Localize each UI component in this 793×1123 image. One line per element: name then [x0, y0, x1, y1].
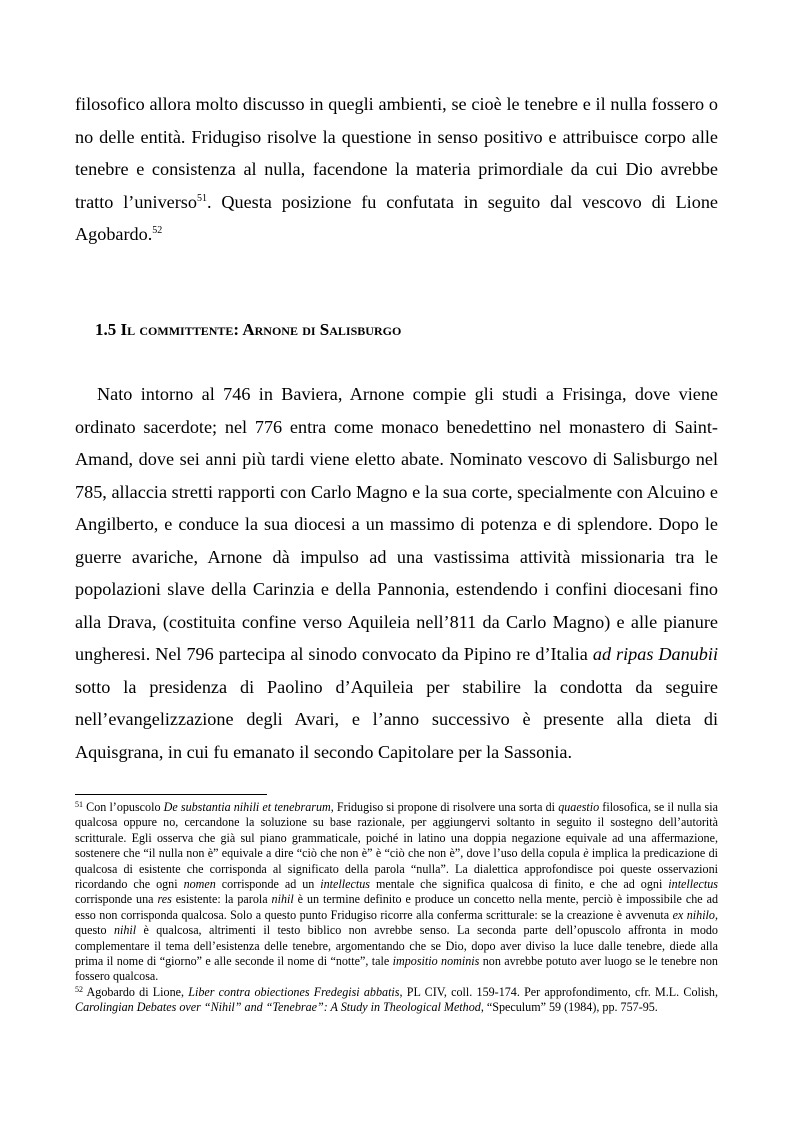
footnote-ref-51[interactable]: 51: [196, 192, 207, 204]
italic-latin-phrase: ad ripas Danubii: [592, 644, 718, 664]
footnote-italic: nihil: [271, 892, 294, 907]
intro-text: filosofico allora molto discusso in quegli ambienti, se cioè le tenebre e il nulla fossero o no delle entità. Fridugiso risolve la questione in senso positivo e attribuisce corpo alle tenebre e consistenza al nulla, facendone la materia primordiale da cui Dio avrebbe tratto l’universo: [75, 94, 718, 212]
footnote-italic: intellectus: [320, 877, 370, 892]
footnote-number: 51: [75, 800, 83, 809]
footnote-text: corrisponde una: [75, 892, 158, 907]
footnote-text: , questo: [75, 907, 718, 938]
footnote-italic: intellectus: [668, 877, 718, 892]
footnote-text: Agobardo di Lione,: [83, 984, 189, 999]
footnote-italic: ex nihilo: [672, 907, 715, 922]
footnote-italic: Liber contra obiectiones Fredegisi abbatis: [188, 984, 400, 999]
footnote-italic: nomen: [183, 877, 216, 892]
intro-text-continued: . Questa posizione fu confutata in seguito dal vescovo di Lione Agobardo.: [75, 191, 718, 244]
footnote-italic: res: [157, 892, 172, 907]
footnote-text: filosofica, se il nulla sia qualcosa oppure no, cercandone la soluzione su base razionale, per aggiungervi soltanto in seguito il sostegno dell’autorità scritturale. Egli osserva che già sul piano grammaticale, poiché in latino una doppia negazione equivale ad una affermazione, sostenere che “il nulla non è” equivale a dire “ciò che non è” è “ciò che non è”, dove l’uso della copula: [75, 800, 718, 861]
footnote-51: [75, 800, 718, 985]
paragraph-text-continued: sotto la presidenza di Paolino d’Aquileia per stabilire la condotta da seguire nell’evangelizzazione degli Avari, e l’anno successivo è presente alla dieta di Aquisgrana, in cui fu emanato il secondo Capitolare per la Sassonia.: [75, 676, 718, 762]
section-title-part1: Il committente:: [120, 320, 243, 339]
footnote-italic: impositio nominis: [392, 954, 480, 969]
footnote-text: , Fridugiso si propone di risolvere una sorta di: [330, 800, 559, 814]
footnote-text: è qualcosa, altrimenti il testo biblico non avrebbe senso. La seconda parte dell’opuscolo affronta in modo complementare il tema dell’esistenza delle tenebre, argomentando che se Dio, dopo aver diviso la luce dalle tenebre, diede alla prima il nome di “giorno” e alle seconde il nome di “notte”, tale: [75, 923, 718, 969]
footnote-italic: Carolingian Debates over “Nihil” and “Tenebrae”: A Study in Theological Method: [75, 1000, 481, 1015]
footnote-text: Con l’opuscolo: [83, 800, 164, 814]
footnote-text: esistente: la parola: [171, 892, 272, 907]
footnote-italic: nihil: [113, 923, 137, 938]
footnote-text: implica la predicazione di qualcosa di esistente che corrisponda al significato della parola “nulla”. La dialettica approfondisce poi queste osservazioni ricordando che ogni: [75, 846, 718, 892]
footnote-text: mentale che significa qualcosa di finito, e che ad ogni: [369, 877, 669, 892]
footnote-text: è un termine definito e produce un concetto nella mente, perciò è impossibile che ad esso non corrisponda qualcosa. Solo a questo punto Fridugiso ricorre alla conferma scritturale: se la creazione è avvenuta: [75, 892, 718, 922]
footnote-italic: è: [583, 846, 589, 861]
section-number: 1.5: [95, 320, 117, 339]
paragraph-text: Nato intorno al 746 in Baviera, Arnone compie gli studi a Frisinga, dove viene ordinato sacerdote; nel 776 entra come monaco benedettino nel monastero di Saint-Amand, dove sei anni più tardi viene eletto abate. Nominato vescovo di Salisburgo nel 785, allaccia stretti rapporti con Carlo Magno e la sua corte, specialmente con Alcuino e Angilberto, e conduce la sua diocesi a un massimo di potenza e di splendore. Dopo le guerre avariche, Arnone dà impulso ad una vastissima attività missionaria tra le popolazioni slave della Carinzia e della Pannonia, estendendo i confini diocesani fino alla Drava, (costituita confine verso Aquileia nell’811 da Carlo Magno) e alle pianure ungheresi. Nel 796 partecipa al sinodo convocato da Pipino re d’Italia: [75, 384, 718, 664]
footnote-text: corrisponde ad un: [215, 877, 321, 892]
body-paragraph: [75, 378, 718, 768]
footnote-number: 52: [75, 984, 83, 994]
footnote-italic: quaestio: [558, 800, 600, 814]
intro-paragraph: [75, 88, 718, 251]
footnote-text: , “Speculum” 59 (1984), pp. 757-95.: [480, 1000, 658, 1015]
footnote-italic: De substantia nihili et tenebrarum: [163, 800, 331, 814]
footnote-separator: [75, 794, 267, 795]
footnote-ref-52[interactable]: 52: [152, 225, 163, 236]
section-heading: [75, 320, 401, 340]
footnote-text: , PL CIV, coll. 159-174. Per approfondimento, cfr. M.L. Colish,: [399, 984, 718, 999]
footnote-52: [75, 985, 718, 1016]
section-title-part2: Arnone di Salisburgo: [242, 320, 402, 339]
footnote-text: non avrebbe potuto aver luogo se le tenebre non fossero qualcosa.: [75, 954, 718, 984]
footnotes: [75, 800, 718, 1016]
